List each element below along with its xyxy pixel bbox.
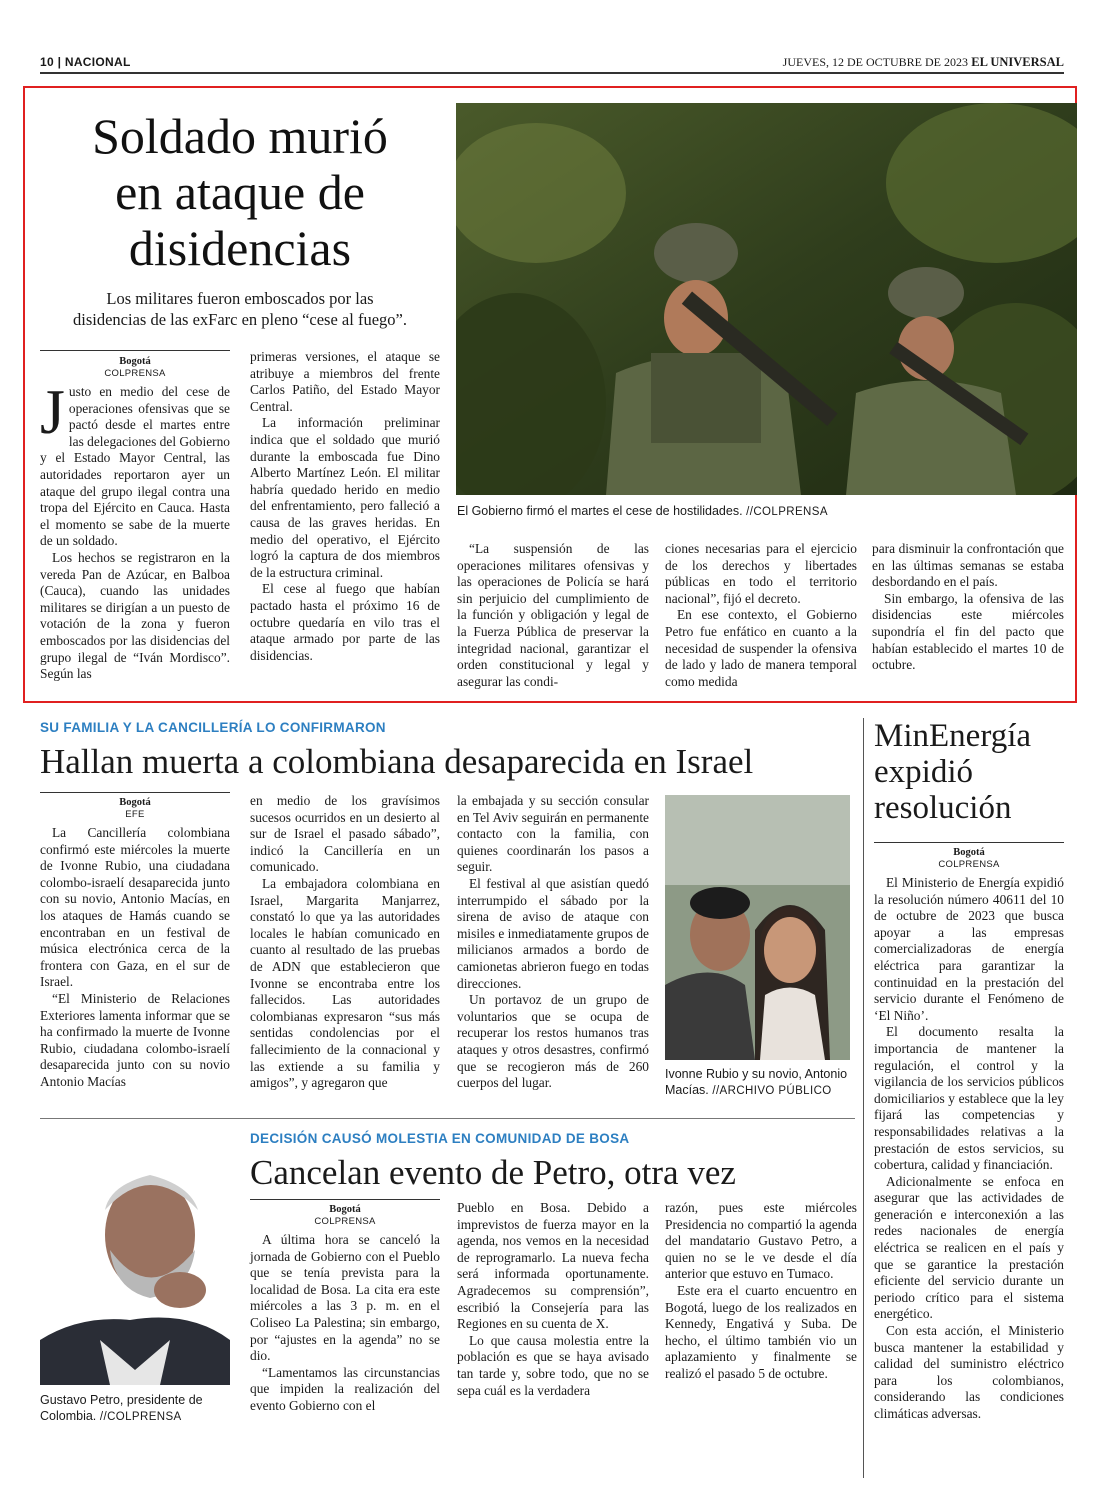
petro-column-2 <box>457 1200 649 1399</box>
subhead-line: Los militares fueron emboscados por las <box>106 289 374 308</box>
dateline-city: Bogotá <box>119 356 151 367</box>
dateline-rule <box>40 792 230 793</box>
headline-line: MinEnergía <box>874 718 1032 754</box>
israel-column-3 <box>457 793 649 1092</box>
petro-photo-caption <box>40 1392 230 1425</box>
paragraph-text: usto en medio del cese de operaciones ofensivas que se pactó desde el martes entre las delegaciones del Gobierno y el Estado Mayor Central, las autoridades reportaron ayer un ataque del grupo ilegal contra una tropa del Ejército en Cauca. Hasta el momento se sabe de la muerte de un soldado. <box>40 384 230 549</box>
caption-credit: //COLPRENSA <box>742 506 828 518</box>
petro-headline: Cancelan evento de Petro, otra vez <box>250 1153 736 1192</box>
lead-column-5 <box>872 541 1064 674</box>
minenergia-dateline <box>874 847 1064 871</box>
minenergia-headline <box>874 718 1064 826</box>
masthead: EL UNIVERSAL <box>971 55 1064 69</box>
soldiers-photo <box>456 103 1077 495</box>
petro-paragraph: A última hora se canceló la jornada de Gobierno con el Pueblo que se tenía prevista para la localidad de Bosa. La cita era este miércoles a las 3 p. m. en el Coliseo La Palestina; sin embargo, por “ajustes en la agenda” no se dio. <box>250 1232 440 1364</box>
israel-photo-caption <box>665 1066 850 1099</box>
caption-text: Gustavo Petro, presidente de Colombia. <box>40 1393 203 1423</box>
caption-text: Ivonne Rubio y su novio, Antonio Macías. <box>665 1067 848 1097</box>
israel-headline: Hallan muerta a colombiana desaparecida en Israel <box>40 742 754 781</box>
petro-paragraph: Pueblo en Bosa. Debido a imprevistos de fuerza mayor en la agenda, nos vemos en la necesidad de reprogramarlo. La nueva fecha será informada oportunamente. Agradecemos su comprensión”, escribió la Consejería para las Regiones en su cuenta de X. <box>457 1200 649 1332</box>
minenergia-paragraph: Adicionalmente se enfoca en asegurar que las actividades de generación e interconexión a las redes nacionales de energía eléctrica se realicen en el país y que se garantice la prestación eficiente del servicio durante un periodo crítico para el sistema energético. <box>874 1173 1064 1322</box>
israel-paragraph: El festival al que asistían quedó interrumpido el sábado por la sirena de aviso de ataque con misiles e inmediatamente grupos de milicianos armados a bordo de camionetas abrieron fuego en todas direcciones. <box>457 875 649 991</box>
lead-column-3 <box>457 541 649 690</box>
israel-kicker: SU FAMILIA Y LA CANCILLERÍA LO CONFIRMARON <box>40 720 386 735</box>
israel-column-1 <box>40 797 230 1091</box>
israel-paragraph: Un portavoz de un grupo de voluntarios que se ocupa de recuperar los restos humanos tras ataques y otros desastres, confirmó que se recogieron más de 260 cuerpos del lugar. <box>457 992 649 1091</box>
drop-cap: J <box>40 376 65 447</box>
headline-line: disidencias <box>128 220 352 276</box>
lead-photo-caption <box>457 503 1077 520</box>
caption-credit: //ARCHIVO PÚBLICO <box>708 1085 832 1097</box>
lead-paragraph: primeras versiones, el ataque se atribuye a miembros del frente Carlos Patiño, del Estado Mayor Central. <box>250 349 440 414</box>
lead-paragraph: El cese al fuego que habían pactado hasta el próximo 16 de octubre quedaría en vilo tras el ataque armado por parte de las disidencias. <box>250 581 440 663</box>
headline-line: Soldado murió <box>92 108 388 164</box>
soldiers-photo-image <box>456 103 1077 495</box>
petro-kicker: DECISIÓN CAUSÓ MOLESTIA EN COMUNIDAD DE BOSA <box>250 1131 630 1146</box>
couple-photo <box>665 795 850 1060</box>
dateline-rule <box>40 350 230 351</box>
petro-column-3 <box>665 1200 857 1383</box>
petro-paragraph: Este era el cuarto encuentro en Bogotá, luego de los realizados en Kennedy, Engativá y Suba. De hecho, el último también vio un aplazamiento y finalmente se realizó el pasado 5 de octubre. <box>665 1282 857 1381</box>
lead-headline <box>40 108 440 276</box>
lead-paragraph: Los hechos se registraron en la vereda Pan de Azúcar, en Balboa (Cauca), cuando las unidades militares se dirigían a un puesto de votación de la zona y fueron emboscados por las disidencias del grupo ilegal de “Iván Mordisco”. Según las <box>40 549 230 682</box>
page-header <box>40 55 1064 71</box>
israel-paragraph: la embajada y su sección consular en Tel Aviv seguirán en permanente contacto con la familia, con quienes coordinarán los pasos a seguir. <box>457 793 649 875</box>
lead-paragraph: La información preliminar indica que el soldado que murió durante la emboscada fue Dino Alberto Martínez León. El militar habría quedado herido en medio del enfrentamiento, pero falleció a causa de las graves heridas. En medio del operativo, el Ejército logró la captura de dos miembros de la estructura criminal. <box>250 415 440 580</box>
dateline-city: Bogotá <box>953 847 985 858</box>
lead-column-2 <box>250 349 440 664</box>
dateline-city: Bogotá <box>329 1204 361 1215</box>
minenergia-paragraph: Con esta acción, el Ministerio busca mantener la estabilidad y calidad del suministro eléctrico para los colombianos, considerando las condiciones climáticas adversas. <box>874 1323 1064 1421</box>
dateline-source: COLPRENSA <box>938 859 1000 870</box>
petro-column-1 <box>250 1204 440 1415</box>
israel-paragraph: en medio de los gravísimos sucesos ocurridos en un desierto al sur de Israel el pasado sábado”, indicó la Cancillería en un comunicado. <box>250 793 440 875</box>
lead-dateline <box>40 356 230 380</box>
lead-paragraph: ciones necesarias para el ejercicio de los derechos y libertades públicas en todo el territorio nacional”, fijó el decreto. <box>665 541 857 606</box>
petro-photo <box>40 1140 230 1385</box>
israel-dateline <box>40 797 230 821</box>
petro-dateline <box>250 1204 440 1228</box>
dateline-rule <box>874 842 1064 843</box>
petro-paragraph: Lo que causa molestia entre la población es que se haya avisado tan tarde y, sobre todo, que no se sepa cuál es la verdadera <box>457 1332 649 1398</box>
israel-paragraph: La Cancillería colombiana confirmó este miércoles la muerte de Ivonne Rubio, una ciudadana colombo-israelí desaparecida junto con su novio, Antonio Macías, en los ataques de Hamás cuando se encontraban en un festival de música electrónica cerca de la frontera con Gaza, en el sur de Israel. <box>40 825 230 990</box>
lead-column-1 <box>40 356 230 683</box>
dateline-source: COLPRENSA <box>104 368 166 379</box>
minenergia-paragraph: El documento resalta la importancia de mantener la regulación, el control y la vigilancia de los servicios públicos domiciliarios y establece que la ley fijará las competencias y responsabilidades relativas a la prestación de estos servicios, su cobertura, calidad y financiación. <box>874 1024 1064 1173</box>
section-rule <box>40 1118 855 1119</box>
israel-paragraph: “El Ministerio de Relaciones Exteriores lamenta informar que se ha confirmado la muerte de Ivonne Rubio, ciudadana colombo-israelí desaparecida junto con su novio Antonio Macías <box>40 990 230 1089</box>
israel-column-2 <box>250 793 440 1092</box>
lead-column-4 <box>665 541 857 690</box>
column-divider <box>863 718 864 1478</box>
petro-paragraph: razón, pues este miércoles Presidencia no compartió la agenda del mandatario Gustavo Petro, a quien no se le ve desde el día anterior que estuvo en Tumaco. <box>665 1200 857 1282</box>
petro-photo-image <box>40 1140 230 1385</box>
lead-paragraph: Sin embargo, la ofensiva de las disidencias este miércoles supondría el fin del pacto que habían establecido el martes 10 de octubre. <box>872 590 1064 673</box>
subhead-line: disidencias de las exFarc en pleno “cese al fuego”. <box>73 310 407 329</box>
caption-text: El Gobierno firmó el martes el cese de hostilidades. <box>457 504 743 518</box>
lead-subhead <box>40 288 440 330</box>
lead-paragraph: “La suspensión de las operaciones militares ofensivas y las operaciones de Policía se hará sin perjuicio del cumplimiento de la función y obligación y legal de la Fuerza Pública de preservar la integridad nacional, garantizar el orden constitucional y legal y asegurar las condi- <box>457 541 649 689</box>
minenergia-column <box>874 847 1064 1423</box>
issue-date: JUEVES, 12 DE OCTUBRE DE 2023 <box>782 55 968 69</box>
dateline-source: COLPRENSA <box>314 1216 376 1227</box>
dateline-source: EFE <box>125 809 145 820</box>
header-rule <box>40 72 1064 74</box>
headline-line: expidió <box>874 754 973 790</box>
headline-line: resolución <box>874 790 1012 826</box>
headline-line: en ataque de <box>115 164 365 220</box>
page-section: 10 | NACIONAL <box>40 55 131 69</box>
petro-paragraph: “Lamentamos las circunstancias que impiden la realización del evento Gobierno con el <box>250 1364 440 1413</box>
couple-photo-image <box>665 795 850 1060</box>
minenergia-paragraph: El Ministerio de Energía expidió la resolución número 40611 del 10 de octubre de 2023 que busca apoyar a las empresas comercializadoras de energía eléctrica para garantizar la continuidad en la prestación del servicio durante el Fenómeno de ‘El Niño’. <box>874 875 1064 1023</box>
lead-paragraph: para disminuir la confrontación que en las últimas semanas se estaba desbordando en el país. <box>872 541 1064 590</box>
israel-paragraph: La embajadora colombiana en Israel, Margarita Manjarrez, constató lo que ya las autoridades locales le habían comunicado en cuanto al resultado de las pruebas de ADN que establecieron que Ivonne se encontraba entre los fallecidos. Las autoridades colombianas expresaron “sus más sentidas condolencias por el fallecimiento de la connacional y las extiende a su familia y amigos”, y agregaron que <box>250 875 440 1091</box>
dateline-rule <box>250 1199 440 1200</box>
lead-paragraph: En ese contexto, el Gobierno Petro fue enfático en cuanto a la necesidad de suspender la ofensiva de lado y lado de manera temporal como medida <box>665 607 857 689</box>
lead-paragraph <box>40 376 230 550</box>
dateline-city: Bogotá <box>119 797 151 808</box>
caption-credit: //COLPRENSA <box>96 1411 182 1423</box>
